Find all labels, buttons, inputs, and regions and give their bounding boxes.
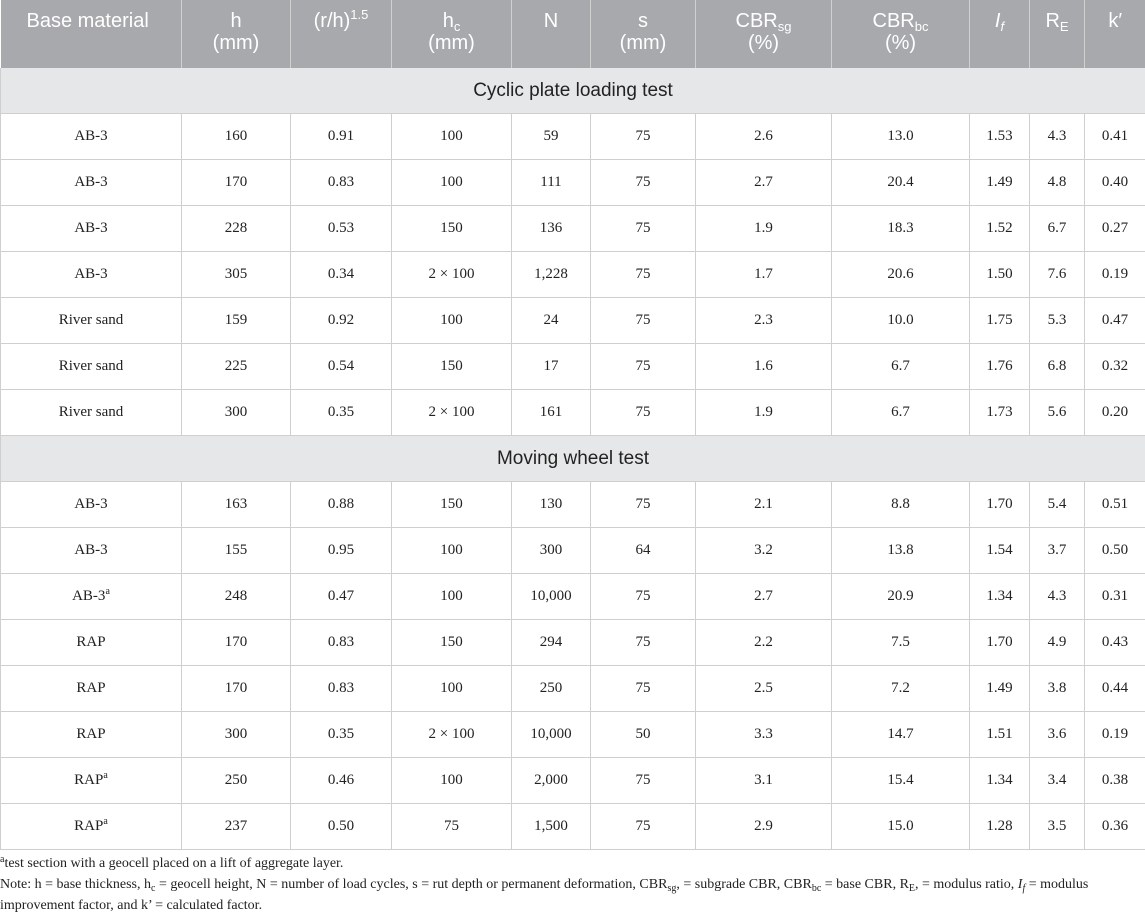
cell-h: 250	[182, 758, 291, 804]
cell-h: 155	[182, 528, 291, 574]
section-title: Moving wheel test	[1, 436, 1145, 482]
cell-s: 75	[591, 620, 696, 666]
col-label: (r/h)	[314, 10, 351, 32]
cell-re: 3.6	[1030, 712, 1085, 758]
cell-k: 0.36	[1085, 804, 1145, 850]
cell-n: 1,228	[512, 252, 591, 298]
footnote-mark: a	[103, 816, 107, 827]
footnote-mark: a	[103, 770, 107, 781]
col-label: s	[638, 10, 648, 32]
cell-rh: 0.53	[291, 206, 392, 252]
col-header-base-material	[1, 0, 182, 68]
cell-cbrsg: 1.6	[696, 344, 832, 390]
cell-if: 1.54	[970, 528, 1030, 574]
col-subscript: sg	[778, 19, 792, 34]
cell-cbrsg: 2.5	[696, 666, 832, 712]
cell-cbrbc: 20.6	[832, 252, 970, 298]
col-label: h	[443, 10, 454, 32]
cell-h: 305	[182, 252, 291, 298]
cell-re: 3.7	[1030, 528, 1085, 574]
cell-base-material	[1, 344, 182, 390]
cell-rh: 0.35	[291, 712, 392, 758]
cell-h: 300	[182, 390, 291, 436]
note-text: , = subgrade CBR, CBR	[676, 877, 811, 892]
cell-hc: 150	[392, 620, 512, 666]
cell-hc: 150	[392, 344, 512, 390]
cell-n: 1,500	[512, 804, 591, 850]
cell-base-material	[1, 758, 182, 804]
material-name: RAP	[76, 680, 105, 696]
table-row	[1, 528, 1145, 574]
material-name: RAP	[76, 726, 105, 742]
cell-re: 4.3	[1030, 114, 1085, 160]
cell-base-material	[1, 206, 182, 252]
col-unit: (mm)	[428, 32, 475, 54]
cell-re: 5.6	[1030, 390, 1085, 436]
cell-s: 75	[591, 160, 696, 206]
cell-re: 3.8	[1030, 666, 1085, 712]
col-subscript: c	[454, 19, 461, 34]
cell-if: 1.51	[970, 712, 1030, 758]
cell-cbrbc: 7.5	[832, 620, 970, 666]
col-label: k′	[1108, 10, 1122, 32]
cell-rh: 0.88	[291, 482, 392, 528]
col-header-h	[182, 0, 291, 68]
cell-re: 4.9	[1030, 620, 1085, 666]
cell-h: 159	[182, 298, 291, 344]
cell-cbrsg: 2.7	[696, 160, 832, 206]
col-label: N	[544, 10, 558, 32]
cell-cbrsg: 1.9	[696, 390, 832, 436]
cell-n: 2,000	[512, 758, 591, 804]
cell-s: 75	[591, 344, 696, 390]
section-row	[1, 436, 1145, 482]
cell-cbrbc: 13.0	[832, 114, 970, 160]
cell-s: 75	[591, 390, 696, 436]
cell-hc: 100	[392, 528, 512, 574]
col-subscript: E	[1060, 19, 1069, 34]
table-row	[1, 252, 1145, 298]
note-subscript: sg	[667, 883, 676, 894]
col-label: CBR	[873, 10, 915, 32]
cell-n: 136	[512, 206, 591, 252]
material-name: River sand	[59, 312, 124, 328]
section-row	[1, 68, 1145, 114]
cell-n: 59	[512, 114, 591, 160]
material-name: RAP	[76, 634, 105, 650]
cell-cbrsg: 3.3	[696, 712, 832, 758]
cell-n: 250	[512, 666, 591, 712]
cell-hc: 100	[392, 666, 512, 712]
col-label: Base material	[27, 10, 149, 32]
cell-k: 0.19	[1085, 252, 1145, 298]
cell-s: 75	[591, 804, 696, 850]
note-text: Note: h = base thickness, h	[0, 877, 151, 892]
cell-hc: 100	[392, 758, 512, 804]
cell-n: 24	[512, 298, 591, 344]
col-header-re	[1030, 0, 1085, 68]
table-row	[1, 482, 1145, 528]
material-name: AB-3	[74, 542, 107, 558]
cell-n: 17	[512, 344, 591, 390]
col-subscript: f	[1000, 19, 1004, 34]
cell-rh: 0.54	[291, 344, 392, 390]
cell-h: 248	[182, 574, 291, 620]
col-unit: (%)	[748, 32, 779, 54]
cell-if: 1.53	[970, 114, 1030, 160]
cell-k: 0.27	[1085, 206, 1145, 252]
footnote-a	[0, 853, 1145, 874]
cell-if: 1.52	[970, 206, 1030, 252]
cell-rh: 0.83	[291, 666, 392, 712]
cell-s: 75	[591, 206, 696, 252]
cell-cbrbc: 13.8	[832, 528, 970, 574]
cell-k: 0.47	[1085, 298, 1145, 344]
table-row	[1, 344, 1145, 390]
cell-h: 163	[182, 482, 291, 528]
table-row	[1, 758, 1145, 804]
cell-k: 0.43	[1085, 620, 1145, 666]
note-subscript: c	[151, 883, 155, 894]
table-row	[1, 712, 1145, 758]
cell-cbrsg: 2.9	[696, 804, 832, 850]
cell-base-material	[1, 804, 182, 850]
cell-cbrsg: 1.9	[696, 206, 832, 252]
cell-k: 0.19	[1085, 712, 1145, 758]
cell-rh: 0.95	[291, 528, 392, 574]
col-label: I	[995, 10, 1001, 32]
table-row	[1, 114, 1145, 160]
cell-rh: 0.91	[291, 114, 392, 160]
cell-hc: 2 × 100	[392, 252, 512, 298]
material-name: RAP	[74, 772, 103, 788]
material-name: AB-3	[74, 266, 107, 282]
material-name: AB-3	[72, 588, 105, 604]
col-label: h	[230, 10, 241, 32]
material-name: RAP	[74, 818, 103, 834]
cell-h: 170	[182, 620, 291, 666]
cell-base-material	[1, 390, 182, 436]
cell-cbrbc: 20.9	[832, 574, 970, 620]
cell-base-material	[1, 620, 182, 666]
cell-rh: 0.92	[291, 298, 392, 344]
cell-if: 1.28	[970, 804, 1030, 850]
cell-rh: 0.83	[291, 160, 392, 206]
cell-if: 1.75	[970, 298, 1030, 344]
footnote-text: test section with a geocell placed on a lift of aggregate layer.	[4, 856, 343, 871]
cell-cbrsg: 2.7	[696, 574, 832, 620]
cell-h: 170	[182, 160, 291, 206]
note-subscript: f	[1022, 883, 1025, 894]
cell-hc: 100	[392, 298, 512, 344]
cell-rh: 0.83	[291, 620, 392, 666]
note-text: I	[1018, 877, 1023, 892]
cell-if: 1.70	[970, 482, 1030, 528]
cell-rh: 0.50	[291, 804, 392, 850]
cell-if: 1.34	[970, 574, 1030, 620]
material-name: River sand	[59, 404, 124, 420]
cell-s: 75	[591, 574, 696, 620]
cell-hc: 100	[392, 160, 512, 206]
cell-hc: 75	[392, 804, 512, 850]
cell-hc: 2 × 100	[392, 390, 512, 436]
note-text: = modulus improvement factor, and k’ = calculated factor.	[0, 877, 1088, 913]
material-name: AB-3	[74, 496, 107, 512]
cell-if: 1.34	[970, 758, 1030, 804]
cell-cbrbc: 14.7	[832, 712, 970, 758]
cell-re: 4.8	[1030, 160, 1085, 206]
note-text: , = modulus ratio,	[915, 877, 1018, 892]
note-text: = geocell height, N = number of load cycles, s = rut depth or permanent deformation, CBR	[155, 877, 667, 892]
col-header-k	[1085, 0, 1145, 68]
cell-if: 1.76	[970, 344, 1030, 390]
table-row	[1, 298, 1145, 344]
note-text: = base CBR, R	[821, 877, 909, 892]
footnote-mark: a	[105, 586, 109, 597]
cell-re: 4.3	[1030, 574, 1085, 620]
cell-s: 75	[591, 758, 696, 804]
cell-n: 130	[512, 482, 591, 528]
table-row	[1, 206, 1145, 252]
cell-n: 10,000	[512, 712, 591, 758]
cell-base-material	[1, 298, 182, 344]
cell-cbrsg: 2.3	[696, 298, 832, 344]
cell-base-material	[1, 252, 182, 298]
col-unit: (mm)	[620, 32, 667, 54]
cell-s: 75	[591, 114, 696, 160]
table-row	[1, 666, 1145, 712]
cell-base-material	[1, 574, 182, 620]
cell-re: 6.7	[1030, 206, 1085, 252]
cell-cbrbc: 15.0	[832, 804, 970, 850]
cell-s: 75	[591, 252, 696, 298]
cell-base-material	[1, 712, 182, 758]
cell-k: 0.44	[1085, 666, 1145, 712]
cell-cbrbc: 20.4	[832, 160, 970, 206]
cell-cbrsg: 3.1	[696, 758, 832, 804]
material-name: River sand	[59, 358, 124, 374]
cell-rh: 0.34	[291, 252, 392, 298]
table-row	[1, 390, 1145, 436]
cell-if: 1.49	[970, 160, 1030, 206]
cell-cbrbc: 18.3	[832, 206, 970, 252]
cell-hc: 150	[392, 206, 512, 252]
cell-h: 237	[182, 804, 291, 850]
cell-s: 75	[591, 298, 696, 344]
cell-cbrbc: 7.2	[832, 666, 970, 712]
cell-if: 1.73	[970, 390, 1030, 436]
cell-cbrsg: 2.1	[696, 482, 832, 528]
cell-n: 10,000	[512, 574, 591, 620]
cell-hc: 150	[392, 482, 512, 528]
material-name: AB-3	[74, 128, 107, 144]
cell-re: 5.4	[1030, 482, 1085, 528]
col-header-if	[970, 0, 1030, 68]
cell-base-material	[1, 160, 182, 206]
cell-k: 0.20	[1085, 390, 1145, 436]
cell-h: 170	[182, 666, 291, 712]
cell-h: 300	[182, 712, 291, 758]
cell-k: 0.31	[1085, 574, 1145, 620]
note-subscript: E	[909, 883, 915, 894]
material-name: AB-3	[74, 174, 107, 190]
cell-base-material	[1, 528, 182, 574]
table-row	[1, 160, 1145, 206]
cell-k: 0.51	[1085, 482, 1145, 528]
col-header-s	[591, 0, 696, 68]
material-name: AB-3	[74, 220, 107, 236]
cell-cbrbc: 6.7	[832, 344, 970, 390]
cell-hc: 100	[392, 114, 512, 160]
cell-n: 161	[512, 390, 591, 436]
cell-n: 300	[512, 528, 591, 574]
cell-base-material	[1, 114, 182, 160]
cell-h: 160	[182, 114, 291, 160]
col-header-cbrsg	[696, 0, 832, 68]
cell-n: 111	[512, 160, 591, 206]
cell-n: 294	[512, 620, 591, 666]
cell-hc: 100	[392, 574, 512, 620]
cell-re: 3.4	[1030, 758, 1085, 804]
cell-k: 0.50	[1085, 528, 1145, 574]
table-header	[1, 0, 1145, 68]
cell-if: 1.49	[970, 666, 1030, 712]
col-label: R	[1045, 10, 1059, 32]
table-row	[1, 804, 1145, 850]
footnote-note	[0, 874, 1145, 916]
cell-re: 3.5	[1030, 804, 1085, 850]
table-row	[1, 620, 1145, 666]
cell-if: 1.70	[970, 620, 1030, 666]
footnote-mark: a	[0, 854, 4, 865]
col-unit: (mm)	[213, 32, 260, 54]
cell-re: 7.6	[1030, 252, 1085, 298]
cell-cbrsg: 3.2	[696, 528, 832, 574]
cell-re: 6.8	[1030, 344, 1085, 390]
cell-k: 0.38	[1085, 758, 1145, 804]
table-footnotes	[0, 853, 1145, 916]
col-header-cbrbc	[832, 0, 970, 68]
cell-base-material	[1, 666, 182, 712]
table-row	[1, 574, 1145, 620]
col-subscript: bc	[915, 19, 929, 34]
cell-s: 50	[591, 712, 696, 758]
col-header-n	[512, 0, 591, 68]
col-exponent: 1.5	[350, 7, 368, 22]
cell-k: 0.41	[1085, 114, 1145, 160]
cell-s: 64	[591, 528, 696, 574]
cell-cbrbc: 6.7	[832, 390, 970, 436]
cell-cbrsg: 1.7	[696, 252, 832, 298]
cell-s: 75	[591, 482, 696, 528]
col-label: CBR	[736, 10, 778, 32]
col-header-rh	[291, 0, 392, 68]
cell-cbrbc: 8.8	[832, 482, 970, 528]
cell-rh: 0.47	[291, 574, 392, 620]
section-title: Cyclic plate loading test	[1, 68, 1145, 114]
cell-h: 225	[182, 344, 291, 390]
cell-if: 1.50	[970, 252, 1030, 298]
cell-k: 0.32	[1085, 344, 1145, 390]
cell-base-material	[1, 482, 182, 528]
col-header-hc	[392, 0, 512, 68]
cell-cbrsg: 2.6	[696, 114, 832, 160]
cell-k: 0.40	[1085, 160, 1145, 206]
cell-re: 5.3	[1030, 298, 1085, 344]
cell-rh: 0.46	[291, 758, 392, 804]
cell-cbrsg: 2.2	[696, 620, 832, 666]
cell-s: 75	[591, 666, 696, 712]
cell-h: 228	[182, 206, 291, 252]
cell-cbrbc: 10.0	[832, 298, 970, 344]
table-body	[1, 68, 1145, 850]
cell-rh: 0.35	[291, 390, 392, 436]
col-unit: (%)	[885, 32, 916, 54]
cell-hc: 2 × 100	[392, 712, 512, 758]
note-subscript: bc	[812, 883, 821, 894]
cell-cbrbc: 15.4	[832, 758, 970, 804]
